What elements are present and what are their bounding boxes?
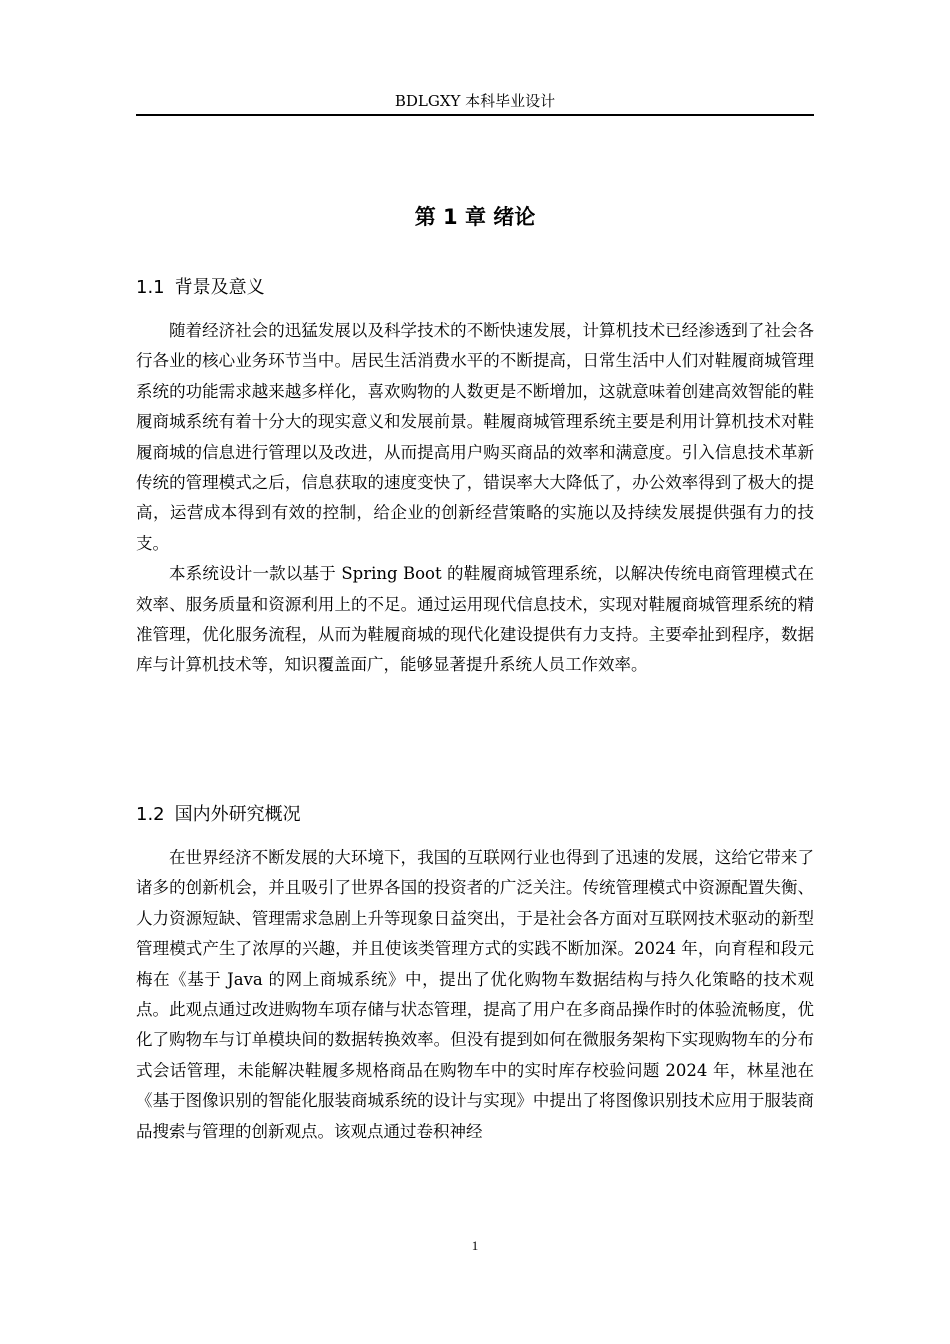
section-heading-1-2 <box>136 800 814 830</box>
page-header: BDLGXY 本科毕业设计 <box>136 88 814 116</box>
section-title-text: 背景及意义 <box>174 277 265 298</box>
section-1-1-body <box>136 316 814 681</box>
chapter-title: 第 1 章 绪论 <box>414 205 536 229</box>
section-1-2-body <box>136 843 814 1147</box>
page-number: 1 <box>471 1238 479 1253</box>
section-heading-1-1 <box>136 273 814 303</box>
section-title-text: 国内外研究概况 <box>174 804 301 825</box>
section-number: 1.2 <box>136 804 165 825</box>
section-number: 1.1 <box>136 277 165 298</box>
paragraph: 在世界经济不断发展的大环境下，我国的互联网行业也得到了迅速的发展，这给它带来了诸多的创新机会，并且吸引了世界各国的投资者的广泛关注。传统管理模式中资源配置失衡、人力资源短缺、管理需求急剧上升等现象日益突出，于是社会各方面对互联网技术驱动的新型管理模式产生了浓厚的兴趣，并且使该类管理方式的实践不断加深。2024 年，向育程和段元梅在《基于 Java 的网上商城系统》中，提出了优化购物车数据结构与持久化策略的技术观点。此观点通过改进购物车项存储与状态管理，提高了用户在多商品操作时的体验流畅度，优化了购物车与订单模块间的数据转换效率。但没有提到如何在微服务架构下实现购物车的分布式会话管理，未能解决鞋履多规格商品在购物车中的实时库存校验问题 2024 年，林星池在《基于图像识别的智能化服装商城系统的设计与实现》中提出了将图像识别技术应用于服装商品搜索与管理的创新观点。该观点通过卷积神经 <box>136 848 814 1141</box>
paragraph: 随着经济社会的迅猛发展以及科学技术的不断快速发展，计算机技术已经渗透到了社会各行各业的核心业务环节当中。居民生活消费水平的不断提高，日常生活中人们对鞋履商城管理系统的功能需求越来越多样化，喜欢购物的人数更是不断增加，这就意味着创建高效智能的鞋履商城系统有着十分大的现实意义和发展前景。鞋履商城管理系统主要是利用计算机技术对鞋履商城的信息进行管理以及改进，从而提高用户购买商品的效率和满意度。引入信息技术革新传统的管理模式之后，信息获取的速度变快了，错误率大大降低了，办公效率得到了极大的提高，运营成本得到有效的控制，给企业的创新经营策略的实施以及持续发展提供强有力的技支。 <box>136 321 814 553</box>
paragraph: 本系统设计一款以基于 Spring Boot 的鞋履商城管理系统，以解决传统电商管理模式在效率、服务质量和资源利用上的不足。通过运用现代信息技术，实现对鞋履商城管理系统的精准管理，优化服务流程，从而为鞋履商城的现代化建设提供有力支持。主要牵扯到程序，数据库与计算机技术等，知识覆盖面广，能够显著提升系统人员工作效率。 <box>136 564 814 675</box>
